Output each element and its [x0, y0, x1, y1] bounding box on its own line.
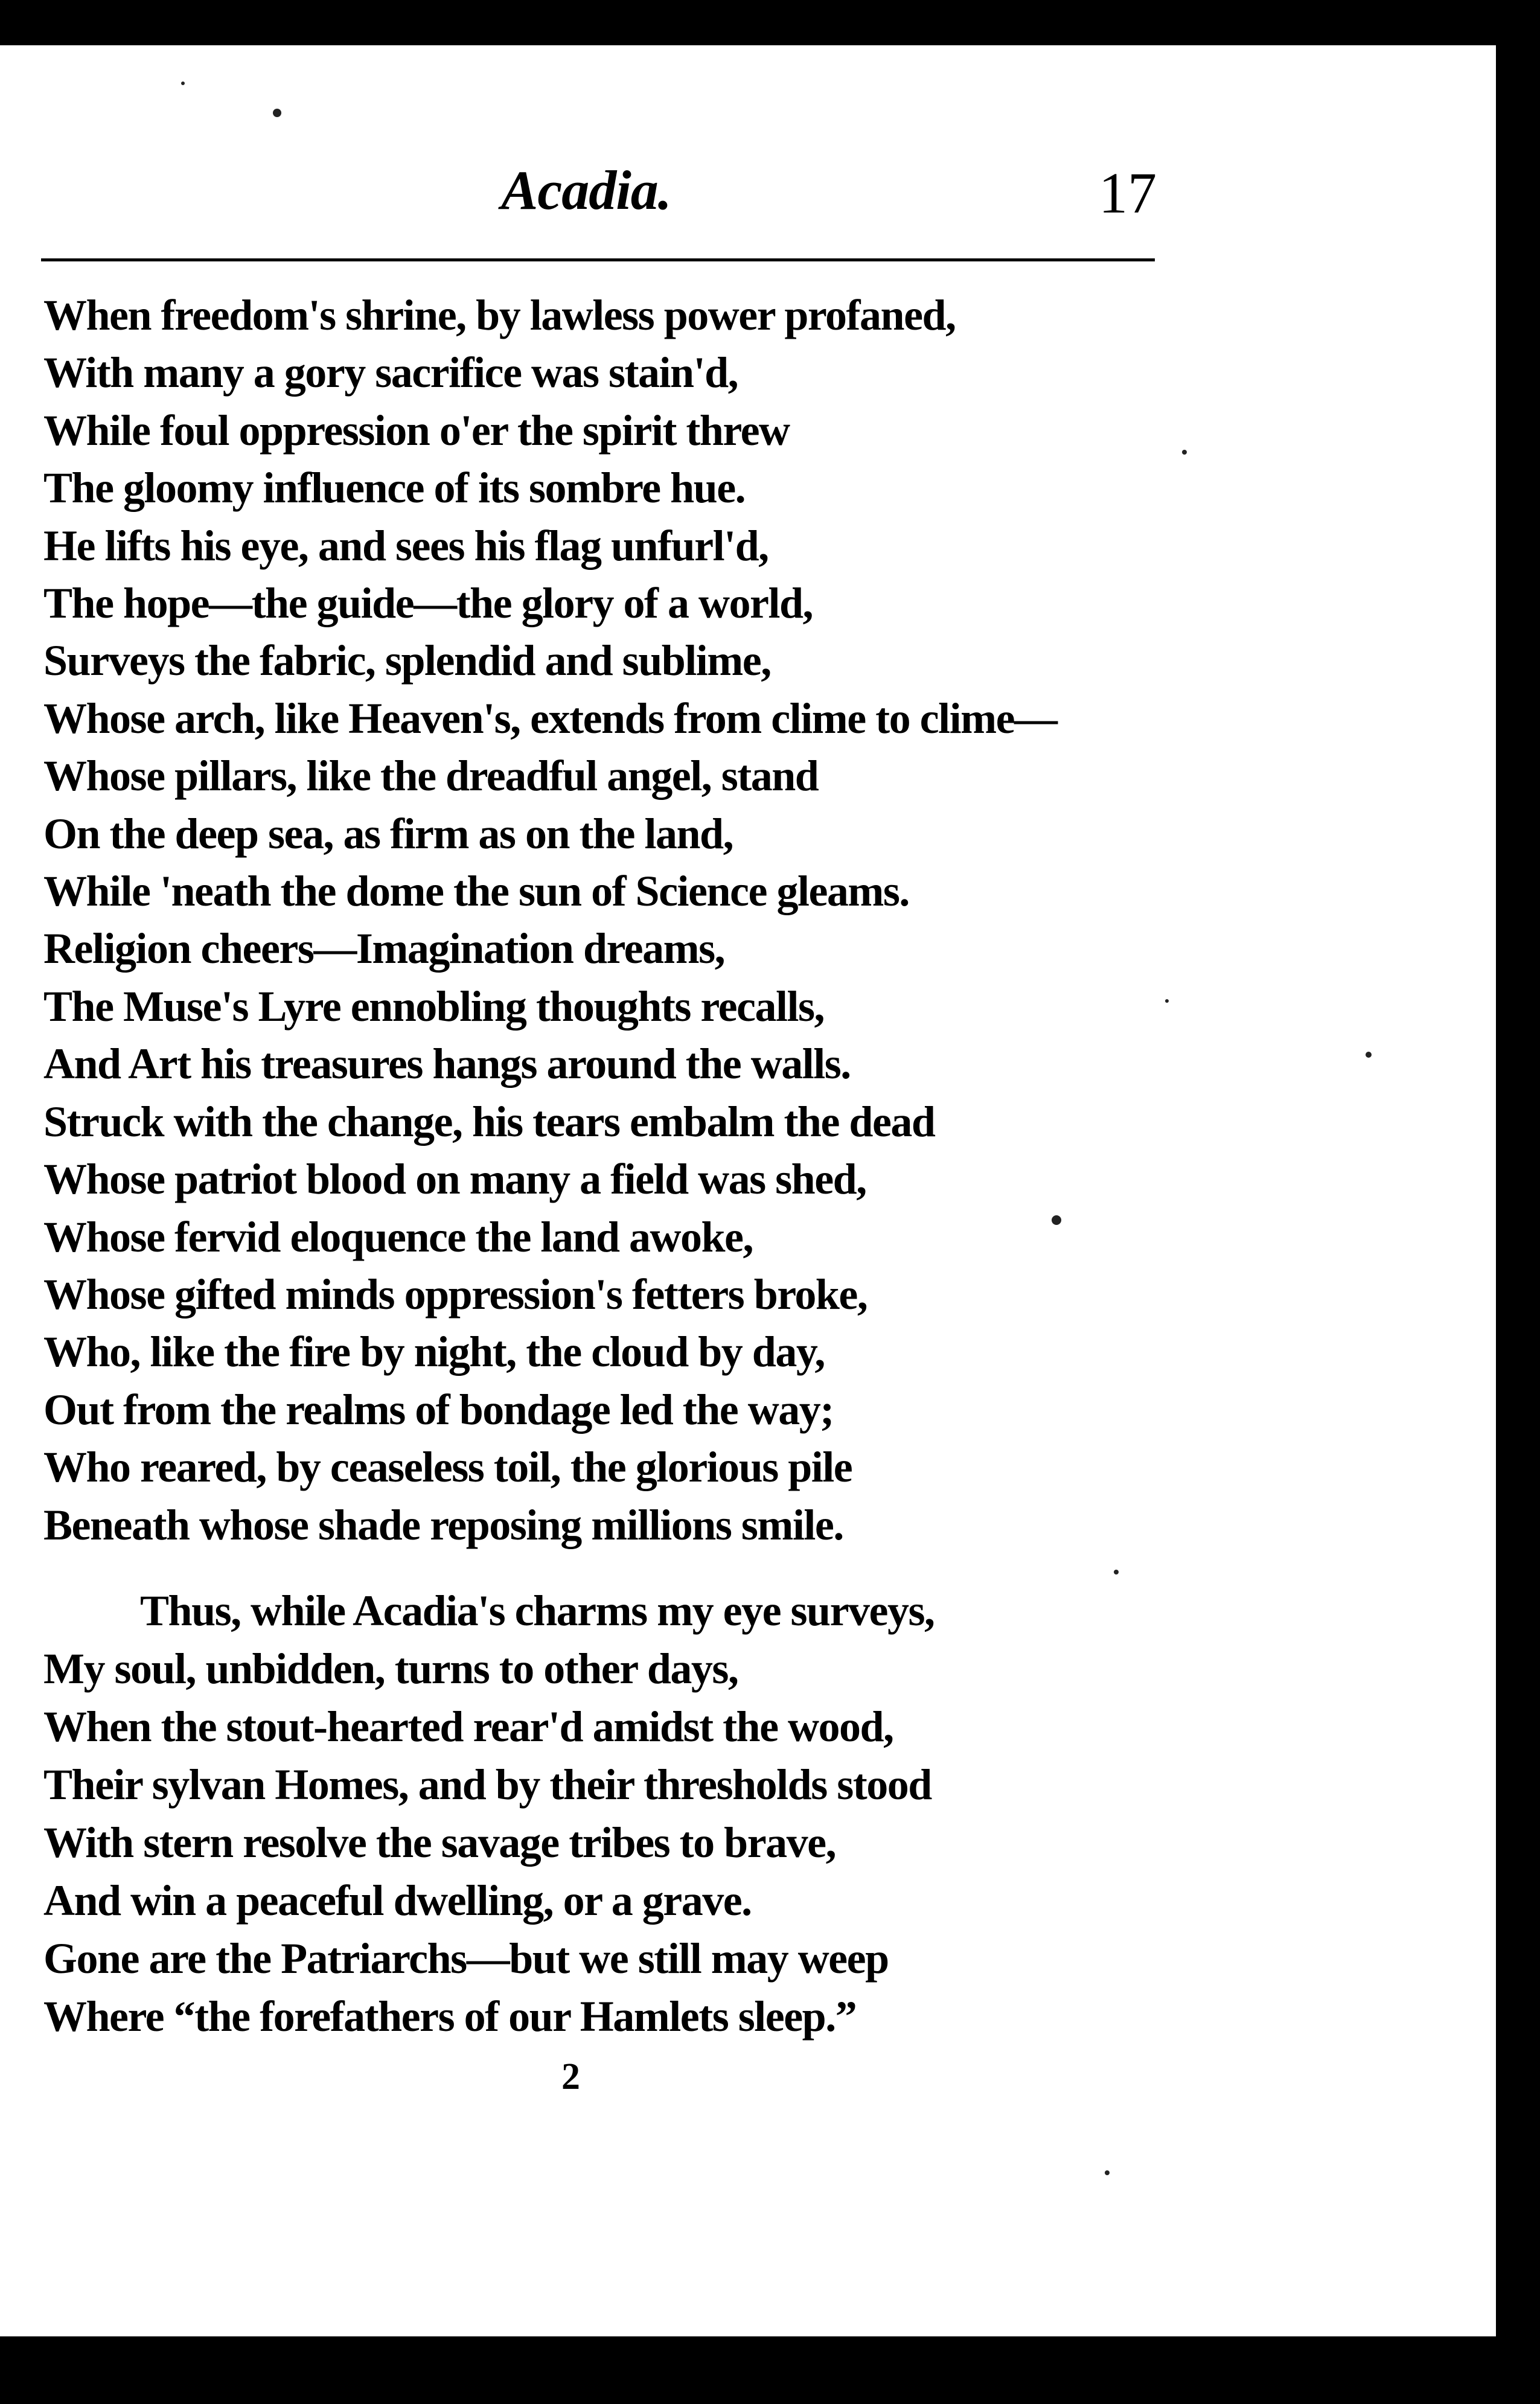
verse-line: With many a gory sacrifice was stain'd, [43, 348, 738, 397]
verse-line: Where “the forefathers of our Hamlets sleep.” [43, 1992, 857, 2041]
verse-line: When freedom's shrine, by lawless power profaned, [43, 291, 956, 339]
verse-line: While foul oppression o'er the spirit threw [43, 406, 790, 455]
page-number: 17 [1099, 161, 1157, 225]
verse-line: Thus, while Acadia's charms my eye surveys, [140, 1587, 935, 1635]
verse-line: Whose patriot blood on many a field was shed, [43, 1155, 866, 1204]
verse-line: Their sylvan Homes, and by their thresholds stood [43, 1760, 931, 1809]
verse-line: Struck with the change, his tears embalm the dead [43, 1097, 935, 1146]
verse-line: Who, like the fire by night, the cloud by day, [43, 1328, 825, 1376]
verse-line: Surveys the fabric, splendid and sublime, [43, 636, 771, 685]
verse-line: With stern resolve the savage tribes to brave, [43, 1818, 836, 1867]
scan-speck [1105, 2170, 1110, 2175]
verse-line: Whose arch, like Heaven's, extends from clime to clime— [43, 694, 1057, 743]
verse-line: Gone are the Patriarchs—but we still may weep [43, 1934, 889, 1983]
scan-speck [273, 109, 281, 117]
verse-line: Whose pillars, like the dreadful angel, stand [43, 752, 819, 801]
signature-mark: 2 [561, 2056, 580, 2097]
verse-line: He lifts his eye, and sees his flag unfurl'd, [43, 521, 768, 570]
verse-line: Whose fervid eloquence the land awoke, [43, 1212, 753, 1261]
stanza-1 [43, 287, 1057, 1554]
book-page [0, 45, 1496, 2336]
stanza-2 [43, 1582, 935, 2045]
verse-line: Whose gifted minds oppression's fetters broke, [43, 1270, 867, 1319]
verse-line: And Art his treasures hangs around the walls. [43, 1040, 851, 1089]
header-rule [41, 258, 1155, 261]
scan-speck [1114, 1570, 1119, 1574]
verse-line: When the stout-hearted rear'd amidst the wood, [43, 1702, 893, 1751]
verse-line: My soul, unbidden, turns to other days, [43, 1645, 738, 1693]
scan-speck [1366, 1052, 1372, 1058]
verse-line: While 'neath the dome the sun of Science gleams. [43, 867, 909, 916]
running-head [0, 154, 1496, 226]
scan-speck [1182, 450, 1187, 455]
verse-line: And win a peaceful dwelling, or a grave. [43, 1876, 752, 1925]
verse-line: On the deep sea, as firm as on the land, [43, 809, 733, 858]
verse-line: Religion cheers—Imagination dreams, [43, 924, 725, 973]
verse-line: The Muse's Lyre ennobling thoughts recalls, [43, 982, 825, 1031]
verse-line: Beneath whose shade reposing millions smile. [43, 1500, 843, 1549]
verse-line: The gloomy influence of its sombre hue. [43, 464, 746, 513]
scan-speck [1052, 1215, 1061, 1225]
verse-line: Who reared, by ceaseless toil, the glorious pile [43, 1443, 852, 1492]
verse-line: The hope—the guide—the glory of a world, [43, 579, 813, 628]
scan-speck [181, 82, 185, 85]
verse-line: Out from the realms of bondage led the way; [43, 1385, 834, 1434]
running-title: Acadia. [501, 159, 671, 221]
scan-speck [1165, 999, 1169, 1003]
